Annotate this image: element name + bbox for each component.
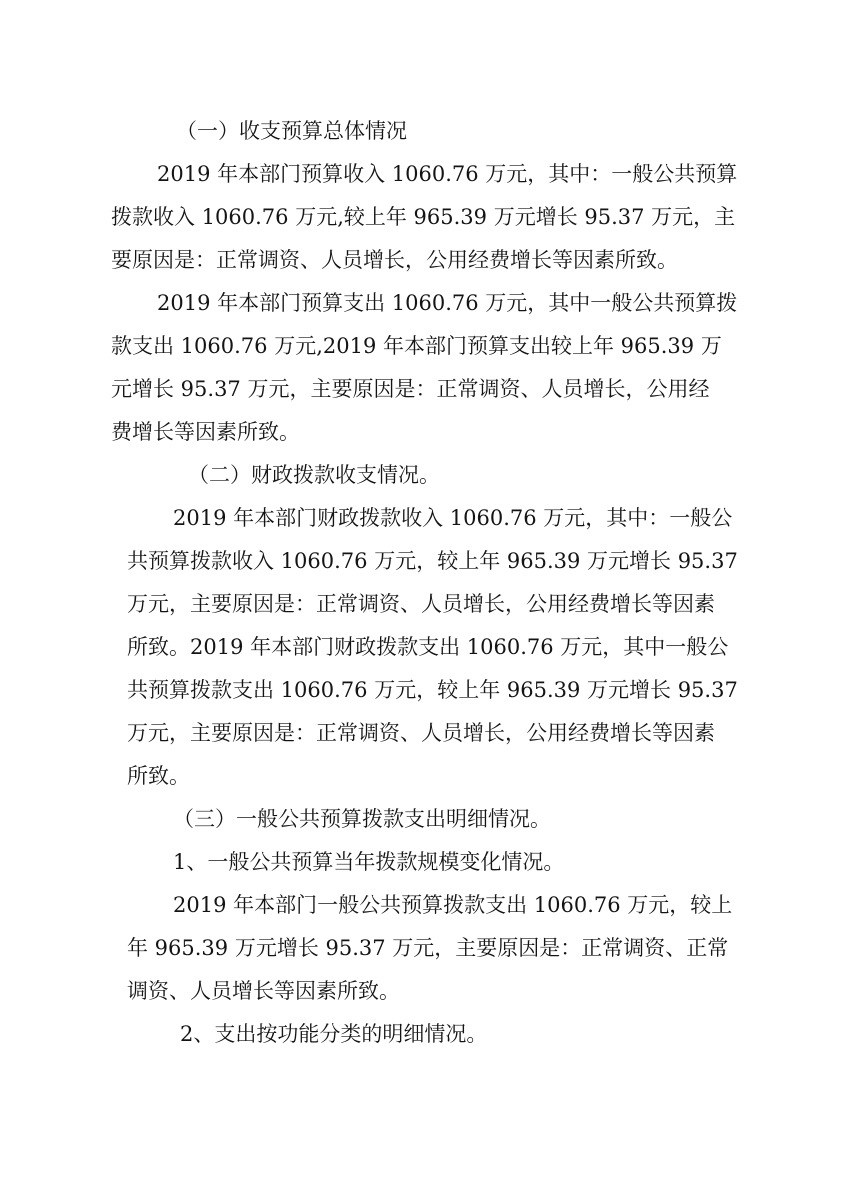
section-heading-2: （二）财政拨款收支情况。 xyxy=(188,463,440,487)
subsection-heading-2: 2、支出按功能分类的明细情况。 xyxy=(180,1022,488,1046)
paragraph-line: 共预算拨款支出 1060.76 万元，较上年 965.39 万元增长 95.37 xyxy=(127,678,738,702)
paragraph-line: 2019 年本部门财政拨款收入 1060.76 万元，其中：一般公 xyxy=(173,506,733,530)
paragraph-line: 2019 年本部门预算支出 1060.76 万元，其中一般公共预算拨 xyxy=(157,291,738,315)
paragraph-line: 2019 年本部门预算收入 1060.76 万元，其中：一般公共预算 xyxy=(157,162,738,186)
paragraph-line: 年 965.39 万元增长 95.37 万元，主要原因是：正常调资、正常 xyxy=(127,936,729,960)
section-heading-3: （三）一般公共预算拨款支出明细情况。 xyxy=(173,807,551,831)
paragraph-line: 2019 年本部门一般公共预算拨款支出 1060.76 万元，较上 xyxy=(173,893,733,917)
paragraph-line: 拨款收入 1060.76 万元,较上年 965.39 万元增长 95.37 万元，主 xyxy=(111,205,736,229)
paragraph-line: 万元，主要原因是：正常调资、人员增长，公用经费增长等因素 xyxy=(127,592,715,616)
paragraph-line: 费增长等因素所致。 xyxy=(111,420,300,444)
paragraph-line: 共预算拨款收入 1060.76 万元，较上年 965.39 万元增长 95.37 xyxy=(127,549,738,573)
paragraph-line: 所致。 xyxy=(127,764,190,788)
paragraph-line: 万元，主要原因是：正常调资、人员增长，公用经费增长等因素 xyxy=(127,721,715,745)
paragraph-line: 调资、人员增长等因素所致。 xyxy=(127,979,400,1003)
paragraph-line: 元增长 95.37 万元，主要原因是：正常调资、人员增长，公用经 xyxy=(111,377,710,401)
section-heading-1: （一）收支预算总体情况 xyxy=(176,119,407,143)
paragraph-line: 款支出 1060.76 万元,2019 年本部门预算支出较上年 965.39 万 xyxy=(111,334,722,358)
paragraph-line: 所致。2019 年本部门财政拨款支出 1060.76 万元，其中一般公 xyxy=(127,635,729,659)
subsection-heading-1: 1、一般公共预算当年拨款规模变化情况。 xyxy=(173,850,565,874)
paragraph-line: 要原因是：正常调资、人员增长，公用经费增长等因素所致。 xyxy=(111,248,678,272)
